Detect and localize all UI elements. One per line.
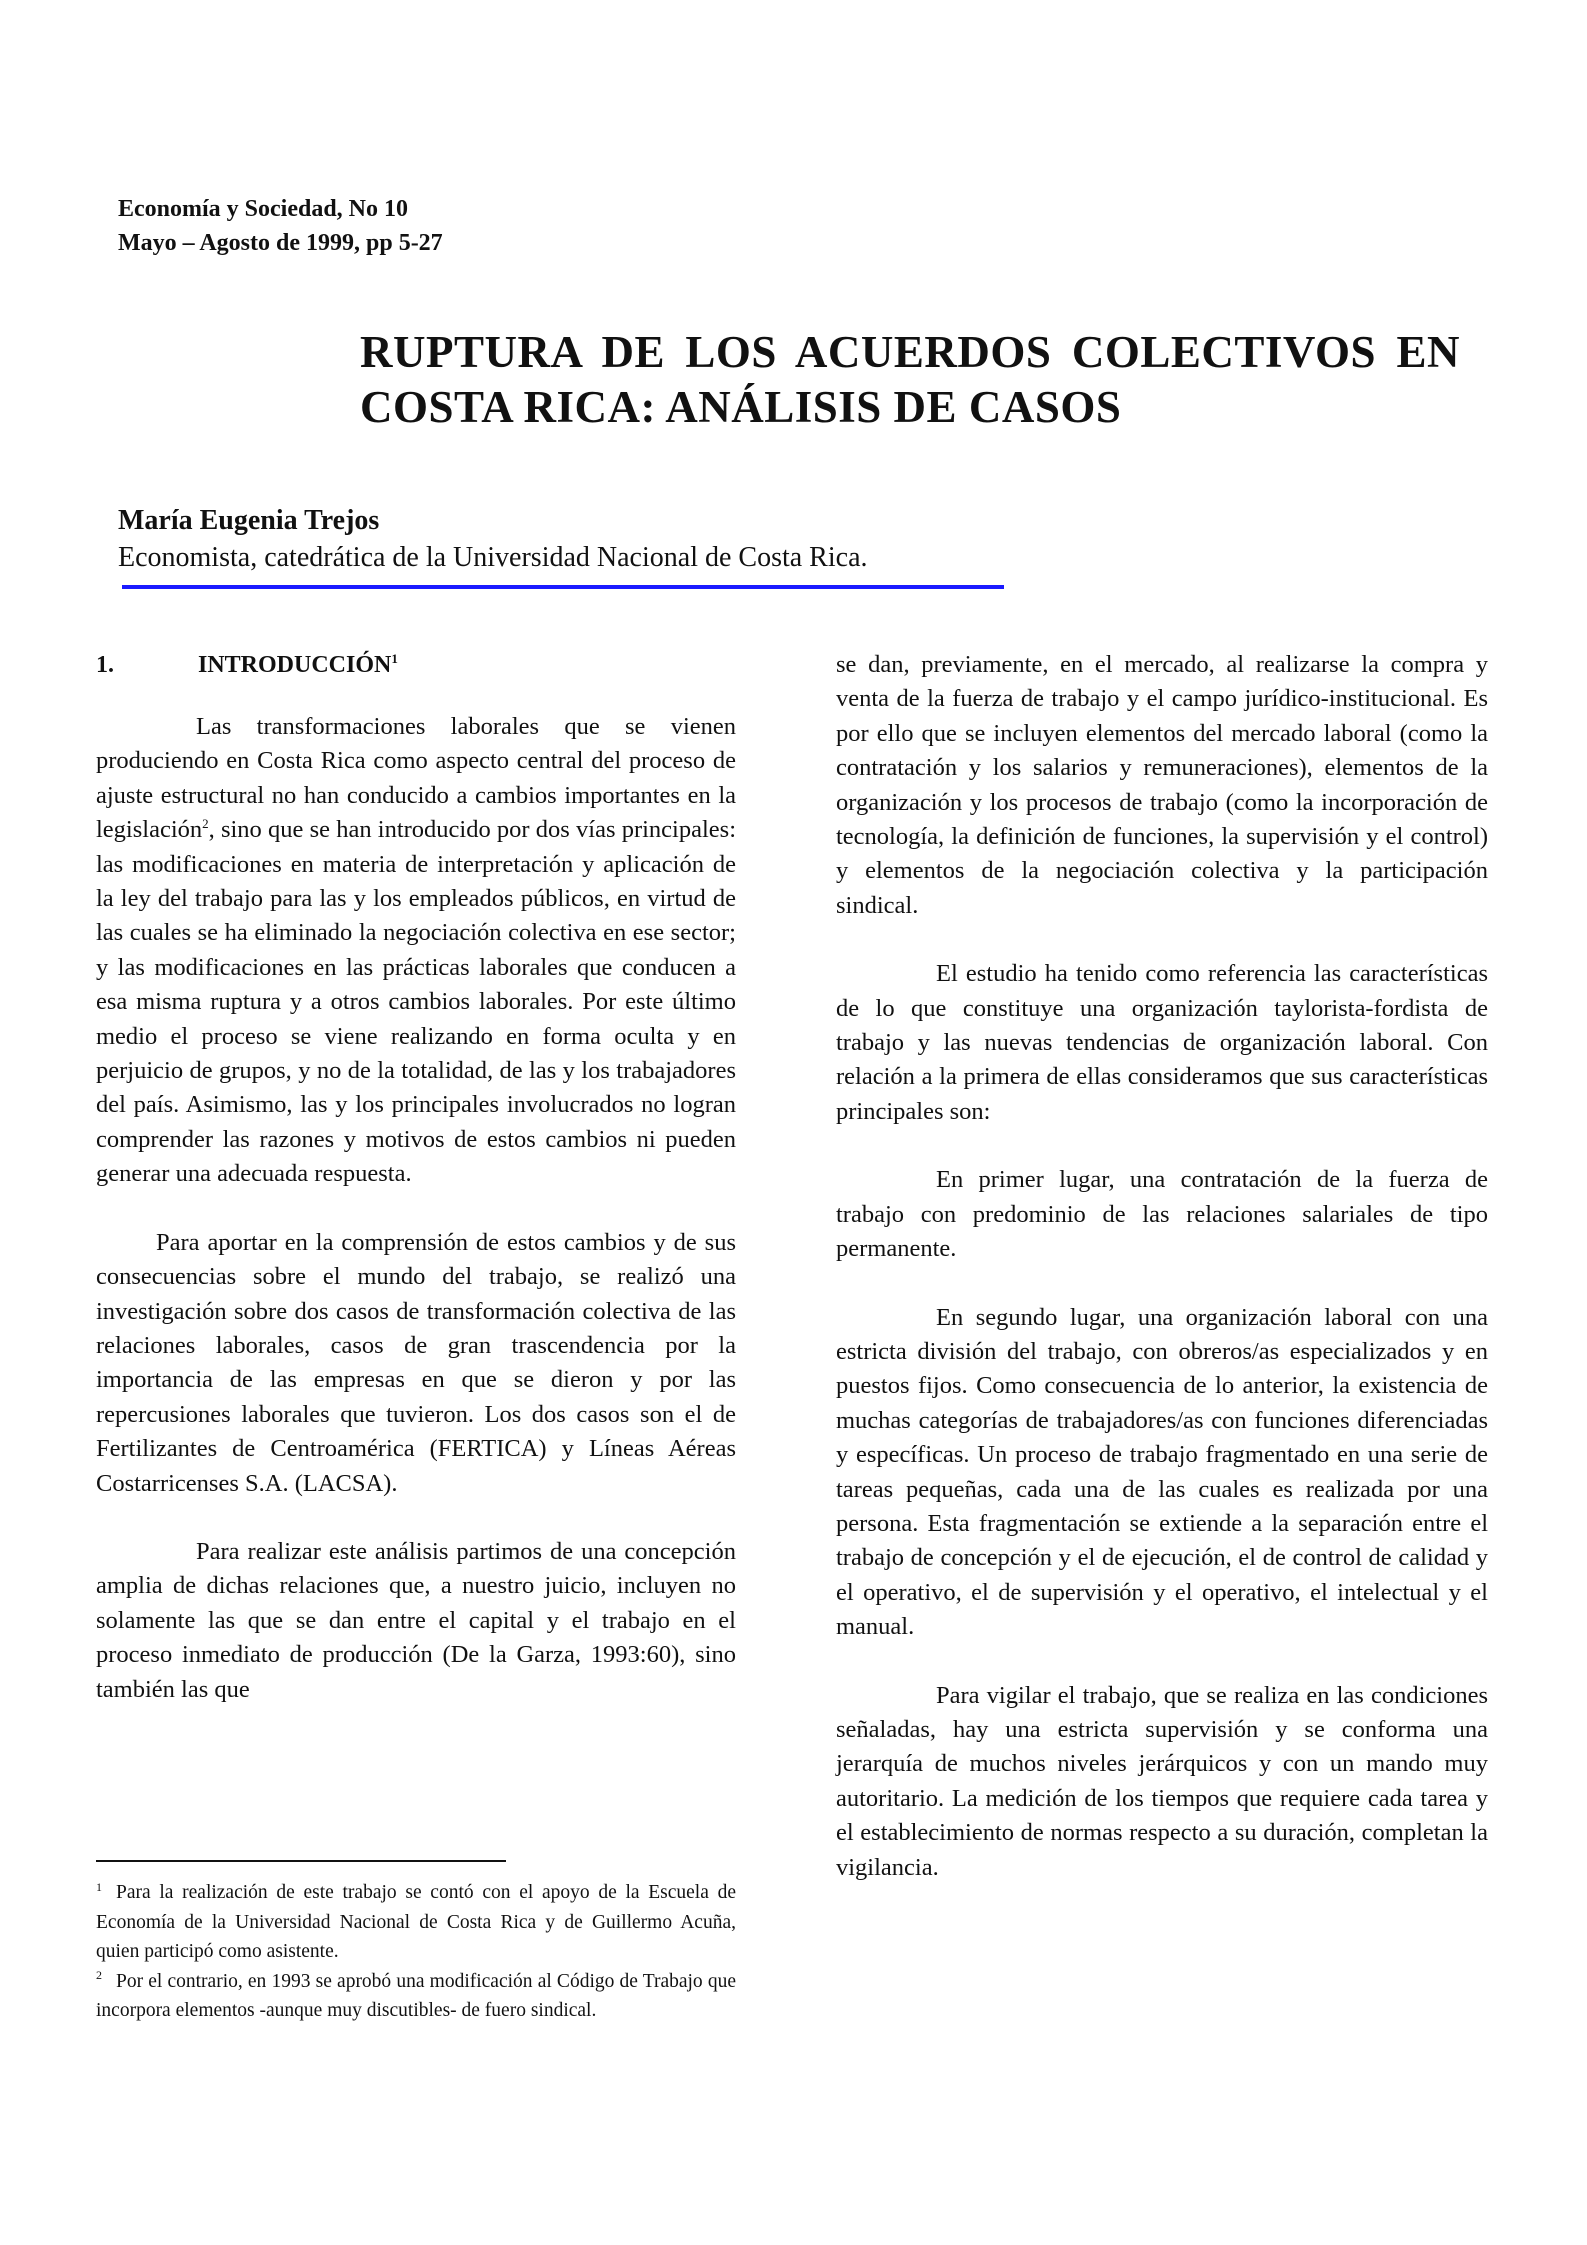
footnotes (96, 1878, 736, 2026)
paragraph: Para vigilar el trabajo, que se realiza en las condiciones señaladas, hay una estricta supervisión y se conforma una jerarquía de muchos niveles jerárquicos y con un mando muy autoritario. La medición de los tiempos que requiere cada tarea y el establecimiento de normas respecto a su duración, completan la vigilancia. (836, 1681, 1488, 1881)
footnote-text: Para la realización de este trabajo se contó con el apoyo de la Escuela de Economía de la Universidad Nacional de Costa Rica y de Guillermo Acuña, quien participó como asistente. (96, 1882, 736, 1962)
right-column (836, 648, 1488, 1919)
paragraph: Para aportar en la comprensión de estos cambios y de sus consecuencias sobre el mundo del trabajo, se realizó una investigación sobre dos casos de transformación colectiva de las relaciones laborales, casos de gran trascendencia por la importancia de las empresas en que se dieron y por las repercusiones laborales que tuvieron. Los dos casos son el de Fertilizantes de Centroamérica (FERTICA) y Líneas Aéreas Costarricenses S.A. (LACSA). (96, 1228, 736, 1497)
journal-header (118, 192, 443, 260)
paragraph: En primer lugar, una contratación de la fuerza de trabajo con predominio de las relaciones salariales de tipo permanente. (836, 1166, 1488, 1263)
left-column (96, 648, 736, 1741)
footnote-text: Por el contrario, en 1993 se aprobó una modificación al Código de Trabajo que incorpora elementos -aunque muy discutibles- de fuero sindical. (96, 1970, 736, 2021)
paragraph: se dan, previamente, en el mercado, al realizarse la compra y venta de la fuerza de trabajo y el campo jurídico-institucional. Es por ello que se incluyen elementos del mercado laboral (como la contratación y los salarios y remuneraciones), elementos de la organización y los procesos de trabajo (como la incorporación de tecnología, la definición de funciones, la supervisión y el control) y elementos de la negociación colectiva y la participación sindical. (836, 651, 1488, 919)
author-block (118, 503, 1018, 577)
paragraph: En segundo lugar, una organización laboral con una estricta división del trabajo, con obreros/as especializados y en puestos fijos. Como consecuencia de lo anterior, la existencia de muchas categorías de trabajadores/as con funciones diferenciadas y específicas. Un proceso de trabajo fragmentado en una serie de tareas pequeñas, cada una de las cuales es realizada por una persona. Esta fragmentación se extiende a la separación entre el trabajo de concepción y el de ejecución, el de control de calidad y el operativo, el de supervisión y el operativo, el intelectual y el manual. (836, 1303, 1488, 1641)
footnote-1 (96, 1878, 736, 1967)
journal-date-pages: Mayo – Agosto de 1999, pp 5-27 (118, 230, 443, 256)
author-underline (122, 585, 1004, 589)
footnote-divider (96, 1860, 506, 1862)
journal-issue: Economía y Sociedad, No 10 (118, 196, 409, 222)
footnote-mark: 2 (96, 1968, 102, 1982)
section-title (198, 648, 398, 682)
footnote-2 (96, 1967, 736, 2026)
title-line-2: COSTA RICA: ANÁLISIS DE CASOS (360, 382, 1122, 432)
section-heading (96, 648, 736, 682)
section-title-text: INTRODUCCIÓN (198, 652, 392, 678)
article-title (360, 325, 1460, 435)
footnote-ref-1[interactable]: 1 (391, 651, 398, 666)
section-number: 1. (96, 652, 114, 678)
paragraph-text: , sino que se han introducido por dos vías principales: las modificaciones en materia de interpretación y aplicación de la ley del trabajo para las y los empleados públicos, en virtud de las cuales se ha eliminado la negociación colectiva en ese sector; y las modificaciones en las prácticas laborales que conducen a esa misma ruptura y a otros cambios laborales. Por este último medio el proceso se viene realizando en forma oculta y en perjuicio de grupos, y no de la totalidad, de las y los trabajadores del país. Asimismo, las y los principales involucrados no logran comprender las razones y motivos de estos cambios ni pueden generar una adecuada respuesta. (96, 816, 736, 1188)
paragraph (96, 710, 736, 1192)
footnote-ref-2[interactable]: 2 (202, 816, 209, 832)
author-name: María Eugenia Trejos (118, 505, 380, 536)
paragraph: El estudio ha tenido como referencia las características de lo que constituye una organización taylorista-fordista de trabajo y las nuevas tendencias de organización laboral. Con relación a la primera de ellas consideramos que sus características principales son: (836, 960, 1488, 1125)
footnote-mark: 1 (96, 1879, 102, 1894)
title-line-1: RUPTURA DE LOS ACUERDOS COLECTIVOS EN (360, 327, 1460, 377)
paragraph-text: Las transformaciones laborales que se vienen produciendo en Costa Rica como aspecto central del proceso de ajuste estructural no han conducido a cambios importantes en la legislación (96, 713, 736, 844)
author-affiliation: Economista, catedrática de la Universidad Nacional de Costa Rica. (118, 542, 868, 573)
paragraph: Para realizar este análisis partimos de una concepción amplia de dichas relaciones que, a nuestro juicio, incluyen no solamente las que se dan entre el capital y el trabajo en el proceso inmediato de producción (De la Garza, 1993:60), sino también las que (96, 1537, 736, 1703)
